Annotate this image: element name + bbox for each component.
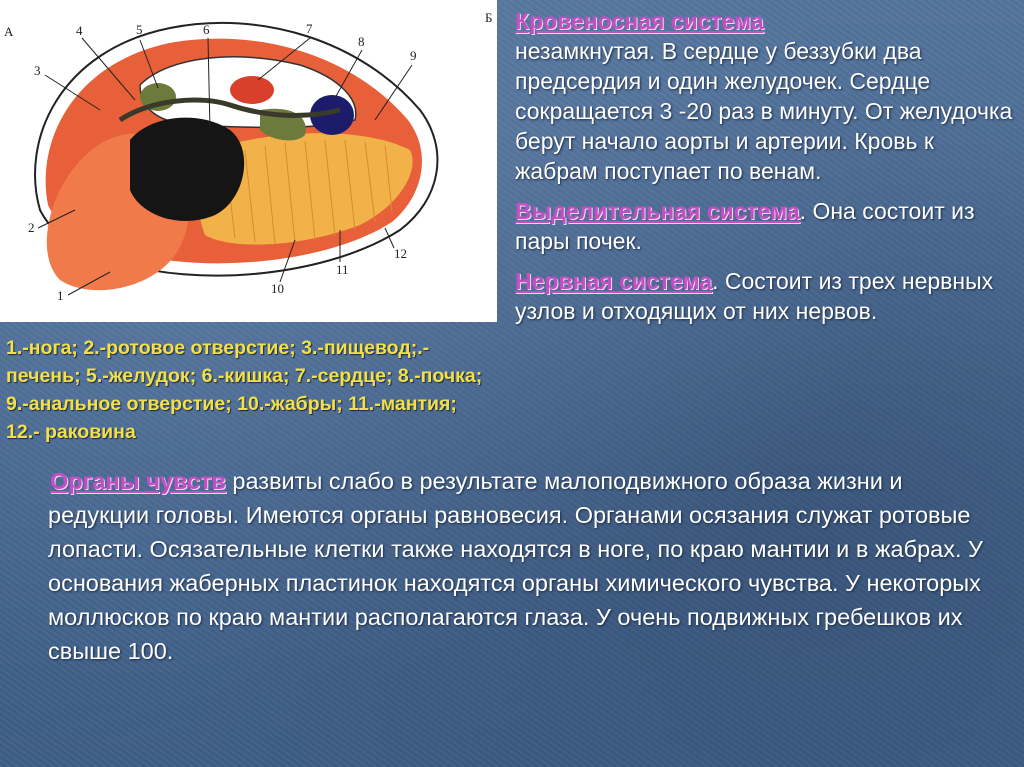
number-10: 10 <box>271 281 284 296</box>
number-12: 12 <box>394 246 407 261</box>
circulatory-block <box>515 6 1015 186</box>
liver <box>130 118 244 221</box>
anatomy-figure <box>0 0 497 322</box>
number-2: 2 <box>28 220 35 235</box>
number-7: 7 <box>306 21 313 36</box>
excretory-text: . Она состоит из пары почек. <box>515 198 975 254</box>
right-column <box>515 6 1015 336</box>
label-b: Б <box>485 10 493 25</box>
number-4: 4 <box>76 23 83 38</box>
number-8: 8 <box>358 34 365 49</box>
mussel-anatomy-diagram <box>0 0 497 322</box>
senses-block <box>48 464 1008 668</box>
number-5: 5 <box>136 22 143 37</box>
number-9: 9 <box>410 48 417 63</box>
nervous-text: . Состоит из трех нервных узлов и отходящих от них нервов. <box>515 268 994 324</box>
circulatory-heading: Кровеносная система <box>515 8 764 34</box>
heart <box>230 76 274 104</box>
excretory-block <box>515 196 1015 256</box>
number-11: 11 <box>336 262 349 277</box>
figure-legend: 1.-нога; 2.-ротовое отверстие; 3.-пищевод;.-печень; 5.-желудок; 6.-кишка; 7.-сердце; 8.-почка; 9.-анальное отверстие; 10.-жабры; 11.-мантия; 12.- раковина <box>6 337 483 443</box>
excretory-heading: Выделительная система <box>515 198 800 224</box>
senses-text: развиты слабо в результате малоподвижного образа жизни и редукции головы. Имеются органы равновесия. Органами осязания служат ротовые лопасти. Осязательные клетки также находятся в ноге, по краю мантии и в жабрах. У основания жаберных пластинок находятся органы химического чувства. У некоторых моллюсков по краю мантии располагаются глаза. У очень подвижных гребешков их свыше 100. <box>48 468 983 664</box>
number-6: 6 <box>203 22 210 37</box>
number-1: 1 <box>57 288 64 303</box>
nervous-heading: Нервная система <box>515 268 713 294</box>
label-a: А <box>4 24 14 39</box>
senses-heading: Органы чувств <box>50 468 226 494</box>
circulatory-text: незамкнутая. В сердце у беззубки два предсердия и один желудочек. Сердце сокращается 3 -20 раз в минуту. От желудочка берут начало аорты и артерии. Кровь к жабрам поступает по венам. <box>515 38 1013 184</box>
number-3: 3 <box>34 63 41 78</box>
nervous-block <box>515 266 1015 326</box>
